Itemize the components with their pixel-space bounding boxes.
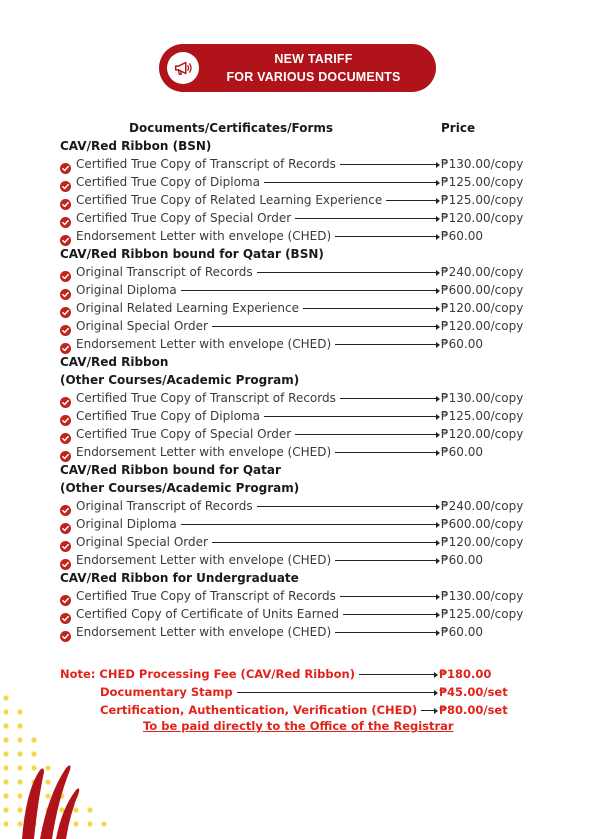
payment-footer-note: To be paid directly to the Office of the Registrar [143, 719, 454, 733]
section-heading: CAV/Red Ribbon for Undergraduate [60, 571, 299, 585]
leader-arrow [264, 182, 437, 183]
item-label: Endorsement Letter with envelope (CHED) [76, 553, 332, 567]
check-icon [60, 231, 71, 242]
check-icon [60, 267, 71, 278]
decor-dot [17, 821, 22, 826]
leader-arrow [257, 506, 437, 507]
section-heading: CAV/Red Ribbon bound for Qatar [60, 463, 281, 477]
item-label: Endorsement Letter with envelope (CHED) [76, 229, 332, 243]
leader-arrow [335, 344, 437, 345]
tariff-item-row [0, 227, 595, 245]
item-label: Original Special Order [76, 319, 208, 333]
tariff-item-row [0, 515, 595, 533]
check-icon [60, 285, 71, 296]
tariff-item-row [0, 335, 595, 353]
check-icon [60, 429, 71, 440]
decor-dot [31, 737, 36, 742]
item-label: Certified True Copy of Diploma [76, 175, 260, 189]
item-label: Certified True Copy of Diploma [76, 409, 260, 423]
decor-dot [101, 821, 106, 826]
tariff-item-row [0, 263, 595, 281]
fee-note-label: Documentary Stamp [100, 685, 233, 699]
section-heading-row [0, 461, 595, 479]
decor-dot [45, 793, 50, 798]
decor-dot [3, 709, 8, 714]
check-icon [60, 411, 71, 422]
item-price: ₱130.00/copy [441, 157, 524, 171]
fee-note-price: ₱80.00/set [439, 703, 508, 717]
leader-arrow [343, 614, 437, 615]
item-price: ₱240.00/copy [441, 499, 524, 513]
item-price: ₱60.00 [441, 553, 483, 567]
tariff-item-row [0, 623, 595, 641]
leader-arrow [237, 692, 435, 693]
decor-dot [17, 737, 22, 742]
item-label: Endorsement Letter with envelope (CHED) [76, 445, 332, 459]
item-price: ₱130.00/copy [441, 391, 524, 405]
decor-dot [45, 779, 50, 784]
section-heading: CAV/Red Ribbon bound for Qatar (BSN) [60, 247, 324, 261]
tariff-item-row [0, 209, 595, 227]
megaphone-icon [167, 52, 199, 84]
tariff-item-row [0, 317, 595, 335]
item-label: Original Transcript of Records [76, 265, 253, 279]
column-header-documents: Documents/Certificates/Forms [129, 121, 334, 135]
decorative-corner [0, 680, 140, 839]
section-heading-row [0, 353, 595, 371]
item-price: ₱240.00/copy [441, 265, 524, 279]
decor-dot [73, 821, 78, 826]
banner-title-line2: FOR VARIOUS DOCUMENTS [226, 70, 401, 84]
decor-dot [17, 807, 22, 812]
check-icon [60, 447, 71, 458]
section-heading-row [0, 245, 595, 263]
decor-dot [3, 751, 8, 756]
decor-dot [3, 793, 8, 798]
check-icon [60, 159, 71, 170]
decor-dot [45, 765, 50, 770]
leader-arrow [303, 308, 437, 309]
decor-dot [3, 821, 8, 826]
check-icon [60, 303, 71, 314]
decor-dot [3, 765, 8, 770]
item-price: ₱125.00/copy [441, 175, 524, 189]
tariff-item-row [0, 533, 595, 551]
decor-dot [3, 807, 8, 812]
leader-arrow [264, 416, 437, 417]
tariff-item-row [0, 299, 595, 317]
item-price: ₱60.00 [441, 445, 483, 459]
section-heading: (Other Courses/Academic Program) [60, 481, 300, 495]
banner-title [203, 50, 424, 86]
item-price: ₱600.00/copy [441, 283, 524, 297]
leader-arrow [212, 326, 437, 327]
decor-dot [87, 807, 92, 812]
decor-dot [3, 723, 8, 728]
section-heading-row [0, 371, 595, 389]
tariff-item-row [0, 407, 595, 425]
item-label: Certified True Copy of Transcript of Records [76, 157, 336, 171]
leader-arrow [421, 710, 435, 711]
section-heading: CAV/Red Ribbon [60, 355, 169, 369]
item-label: Original Special Order [76, 535, 208, 549]
item-price: ₱60.00 [441, 625, 483, 639]
item-label: Certified True Copy of Related Learning Experience [76, 193, 383, 207]
item-label: Original Diploma [76, 517, 177, 531]
check-icon [60, 591, 71, 602]
item-label: Certified True Copy of Special Order [76, 211, 292, 225]
item-price: ₱125.00/copy [441, 409, 524, 423]
leader-arrow [340, 164, 437, 165]
check-icon [60, 519, 71, 530]
tariff-item-row [0, 605, 595, 623]
tariff-item-row [0, 551, 595, 569]
leader-arrow [386, 200, 437, 201]
fee-note-price: ₱45.00/set [439, 685, 508, 699]
leader-arrow [335, 452, 437, 453]
fee-note-label: Note: CHED Processing Fee (CAV/Red Ribbon) [60, 667, 355, 681]
item-label: Original Related Learning Experience [76, 301, 299, 315]
check-icon [60, 321, 71, 332]
item-label: Certified Copy of Certificate of Units Earned [76, 607, 340, 621]
leader-arrow [295, 218, 437, 219]
tariff-item-row [0, 173, 595, 191]
fee-note-price: ₱180.00 [439, 667, 492, 681]
decor-dot [31, 751, 36, 756]
item-price: ₱130.00/copy [441, 589, 524, 603]
item-price: ₱120.00/copy [441, 319, 524, 333]
check-icon [60, 339, 71, 350]
item-price: ₱125.00/copy [441, 193, 524, 207]
check-icon [60, 627, 71, 638]
section-heading-row [0, 137, 595, 155]
check-icon [60, 501, 71, 512]
leader-arrow [181, 290, 437, 291]
decor-dot [87, 821, 92, 826]
check-icon [60, 213, 71, 224]
leader-arrow [181, 524, 437, 525]
leader-arrow [295, 434, 437, 435]
item-price: ₱125.00/copy [441, 607, 524, 621]
decor-dot [3, 737, 8, 742]
item-price: ₱60.00 [441, 337, 483, 351]
item-price: ₱120.00/copy [441, 211, 524, 225]
check-icon [60, 177, 71, 188]
decor-dot [17, 779, 22, 784]
item-label: Certified True Copy of Special Order [76, 427, 292, 441]
decor-dot [17, 709, 22, 714]
tariff-item-row [0, 389, 595, 407]
item-label: Certified True Copy of Transcript of Records [76, 391, 336, 405]
decor-dot [73, 807, 78, 812]
leader-arrow [212, 542, 437, 543]
leader-arrow [340, 398, 437, 399]
tariff-item-row [0, 443, 595, 461]
leader-arrow [335, 236, 437, 237]
decor-dot [3, 695, 8, 700]
tariff-item-row [0, 425, 595, 443]
leader-arrow [335, 632, 437, 633]
item-price: ₱60.00 [441, 229, 483, 243]
section-heading: CAV/Red Ribbon (BSN) [60, 139, 212, 153]
title-banner [159, 44, 436, 92]
check-icon [60, 555, 71, 566]
leader-arrow [335, 560, 437, 561]
section-heading-row [0, 479, 595, 497]
column-header-price: Price [441, 121, 476, 135]
tariff-item-row [0, 191, 595, 209]
item-label: Endorsement Letter with envelope (CHED) [76, 625, 332, 639]
check-icon [60, 537, 71, 548]
item-label: Original Diploma [76, 283, 177, 297]
decor-dot [31, 765, 36, 770]
item-price: ₱120.00/copy [441, 427, 524, 441]
check-icon [60, 609, 71, 620]
decor-brush-stroke [22, 768, 44, 839]
leader-arrow [359, 674, 435, 675]
tariff-item-row [0, 155, 595, 173]
decor-dot [17, 751, 22, 756]
section-heading: (Other Courses/Academic Program) [60, 373, 300, 387]
banner-title-line1: NEW TARIFF [274, 52, 353, 66]
decor-dot [17, 793, 22, 798]
fee-note-label: Certification, Authentication, Verification (CHED) [100, 703, 418, 717]
tariff-item-row [0, 587, 595, 605]
item-price: ₱120.00/copy [441, 535, 524, 549]
item-label: Certified True Copy of Transcript of Records [76, 589, 336, 603]
item-price: ₱120.00/copy [441, 301, 524, 315]
item-price: ₱600.00/copy [441, 517, 524, 531]
check-icon [60, 195, 71, 206]
decor-dot [17, 765, 22, 770]
tariff-item-row [0, 497, 595, 515]
tariff-item-row [0, 281, 595, 299]
leader-arrow [257, 272, 437, 273]
item-label: Original Transcript of Records [76, 499, 253, 513]
leader-arrow [340, 596, 437, 597]
decor-dot [17, 723, 22, 728]
item-label: Endorsement Letter with envelope (CHED) [76, 337, 332, 351]
decor-dot [3, 779, 8, 784]
check-icon [60, 393, 71, 404]
section-heading-row [0, 569, 595, 587]
